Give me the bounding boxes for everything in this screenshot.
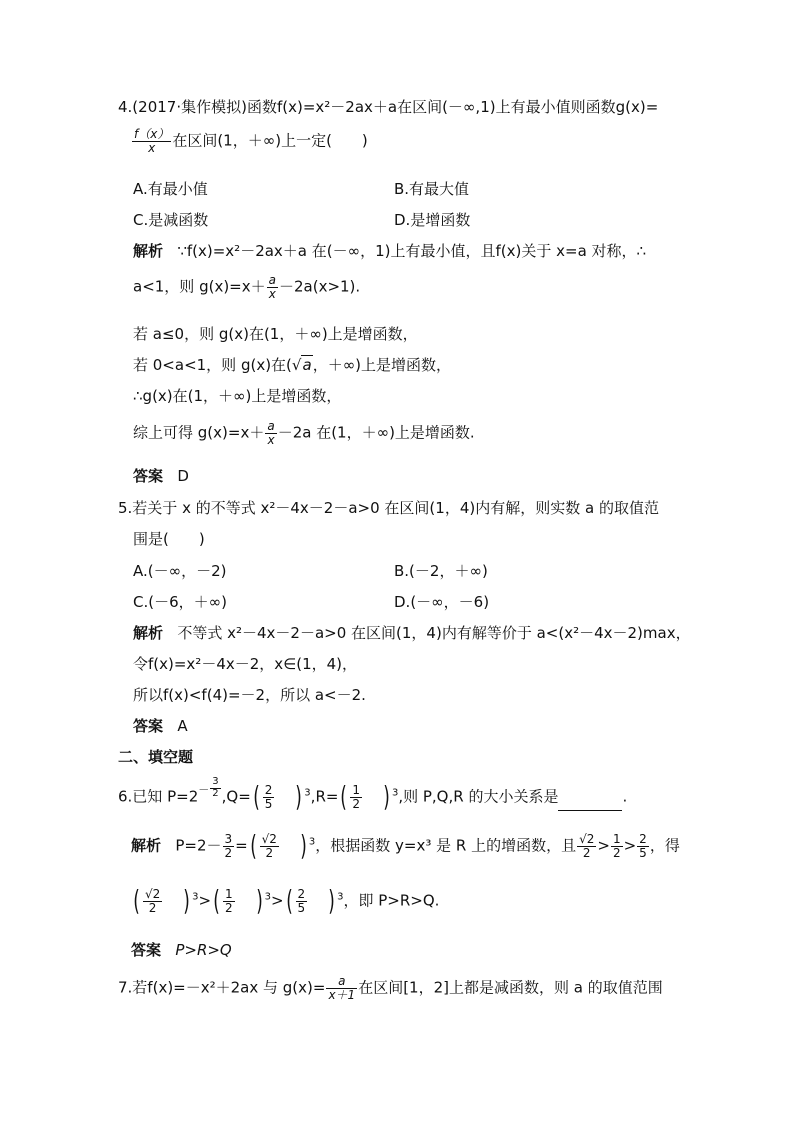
q7-line1: 7.若f(x)=－x²＋2ax 与 g(x)= $\frac{a}{x+1}$ 在区间[1，2]上都是减函数，则 a 的取值范围	[118, 974, 663, 1002]
q6-half-compare: $\frac{1}{2}$	[612, 831, 621, 860]
q5-option-c: C.(－6，＋∞)	[133, 593, 227, 611]
q4-solution-line6: 综上可得 g(x)=x＋ $\frac{a}{x}$ －2a 在(1，＋∞)上是增函数.	[133, 419, 475, 447]
q6-l2-half: $\frac{1}{2}$	[225, 886, 233, 915]
q4-sol6-fraction: $\frac{a}{x}$	[267, 419, 275, 447]
q5-answer: 答案 A	[133, 717, 188, 735]
q4-answer: 答案 D	[133, 467, 189, 485]
q4-line1: 4.(2017·集作模拟)函数f(x)=x²－2ax＋a在区间(－∞,1)上有最小值则函数g(x)=	[118, 98, 659, 116]
q4-option-d: D.是增函数	[394, 211, 471, 229]
q6-answer: 答案 P>R>Q	[131, 941, 232, 959]
q4-line2: $\frac{f(x)}{x}$ 在区间(1，＋∞)上一定( )	[134, 127, 368, 155]
q4-solution-line5: ∴g(x)在(1，＋∞)上是增函数，	[133, 387, 342, 405]
q6-l2-sqrt2: $\frac{√2}{2}$	[144, 886, 161, 915]
q4-option-c: C.是减函数	[133, 211, 209, 229]
q5-solution-line3: 所以f(x)<f(4)=－2，所以 a<－2.	[133, 686, 366, 704]
q5-option-d: D.(－∞，－6)	[394, 593, 490, 611]
section-heading: 二、填空题	[118, 748, 194, 766]
q6-sol-fraction: $\frac{3}{2}$	[224, 831, 233, 860]
q4-solution-line1: 解析 ∵f(x)=x²－2ax＋a 在(－∞，1)上有最小值，且f(x)关于 x=a 对称，∴	[133, 242, 647, 260]
q4-solution-line4: 若 0<a<1，则 g(x)在(√a，＋∞)上是增函数，	[133, 356, 452, 374]
q5-line1: 5.若关于 x 的不等式 x²－4x－2－a>0 在区间(1，4)内有解，则实数 a 的取值范	[118, 499, 659, 517]
q6-solution-line2: ( $\frac{√2}{2}$ ) $^3$>( $\frac{1}{2}$ ) $^3$>( $\frac{2}{5}$ ) $^3$，即 P>R>Q.	[133, 884, 440, 917]
q6-two-fifths-compare: $\frac{2}{5}$	[639, 831, 647, 860]
q4-sol2-fraction: $\frac{a}{x}$	[268, 273, 276, 301]
q5-line2: 围是( )	[133, 530, 205, 548]
q4-solution-line2: a<1，则 g(x)=x＋ $\frac{a}{x}$ －2a(x>1).	[133, 273, 361, 301]
q4-option-a: A.有最小值	[133, 180, 208, 198]
q6-sqrt2-compare: $\frac{√2}{2}$	[579, 831, 595, 860]
q4-solution-line3: 若 a≤0，则 g(x)在(1，＋∞)上是增函数，	[133, 325, 418, 343]
q4-fraction: $\frac{f(x)}{x}$	[134, 127, 170, 155]
q6-sqrt2-fraction: $\frac{√2}{2}$	[261, 831, 277, 860]
q5-solution-line2: 令f(x)=x²－4x－2，x∈(1，4)，	[133, 655, 358, 673]
q6-l2-two-fifths: $\frac{2}{5}$	[297, 886, 306, 915]
q7-fraction: $\frac{a}{x+1}$	[328, 974, 356, 1002]
q5-solution-line1: 解析 不等式 x²－4x－2－a>0 在区间(1，4)内有解等价于 a<(x²－4x－2)max，	[133, 624, 691, 642]
q6-solution-line1: 解析 P=2－ $\frac{3}{2}$ =( $\frac{√2}{2}$ ) $^3$，根据函数 y=x³ 是 R 上的增函数，且 $\frac{√2}{2}$ > $\frac{1}{2}$ > $\frac{2}{5}$ ，得	[131, 829, 680, 862]
answer-blank[interactable]	[558, 796, 622, 811]
q5-option-b: B.(－2，＋∞)	[394, 562, 488, 580]
q6-line1: 6.已知 P=2－ $\frac{3}{2}$ ,Q=( $\frac{2}{5}$ ) $^3$,R=( $\frac{1}{2}$ ) $^3$,则 P,Q,R 的大小关系是 .	[118, 776, 628, 813]
q6-p-exponent: $\frac{3}{2}$	[212, 776, 219, 799]
q6-r-fraction: $\frac{1}{2}$	[352, 782, 361, 811]
q4-option-b: B.有最大值	[394, 180, 470, 198]
q5-option-a: A.(－∞，－2)	[133, 562, 227, 580]
q6-q-fraction: $\frac{2}{5}$	[264, 782, 273, 811]
